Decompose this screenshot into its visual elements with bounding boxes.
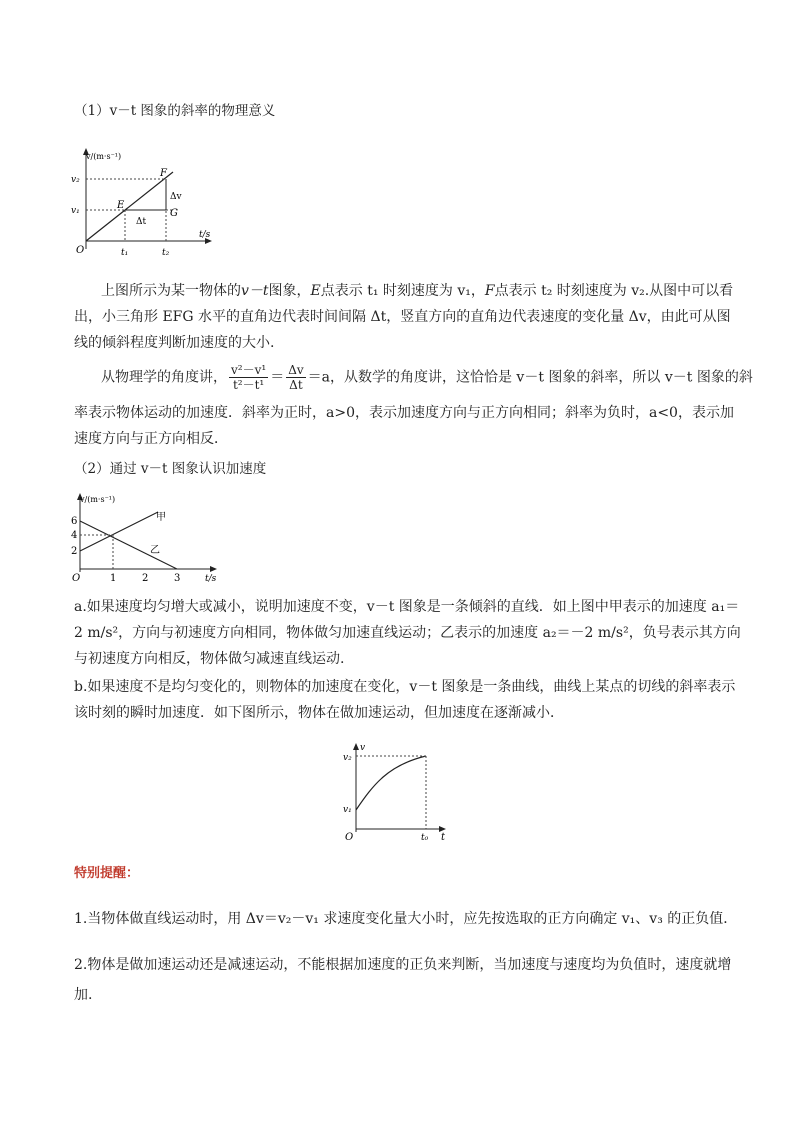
- p1-text-e: 点表示 t₁ 时刻速度为 v₁，: [320, 283, 485, 299]
- fraction-delta: [286, 363, 305, 392]
- t0-label: t₀: [421, 833, 429, 843]
- point-f-label: F: [160, 168, 167, 179]
- p1-e: E: [310, 283, 321, 299]
- dt-label: Δt: [136, 217, 147, 227]
- point-a-line1: a.如果速度均匀增大或减小，说明加速度不变，v－t 图象是一条倾斜的直线．如上图中甲表示的加速度 a₁＝: [74, 599, 740, 615]
- origin-label: O: [345, 832, 354, 843]
- frac2-num: Δv: [288, 363, 304, 377]
- paragraph2-line2: 率表示物体运动的加速度．斜率为正时，a>0，表示加速度方向与正方向相同；斜率为负时，a<0，表示加: [74, 405, 734, 421]
- p1-text-c: 图象，: [268, 283, 311, 299]
- yi-label: 乙: [150, 545, 160, 556]
- v1-label: v₁: [343, 805, 352, 815]
- frac-eq: ＝: [270, 369, 285, 386]
- jia-line: [80, 512, 158, 551]
- origin-label: O: [72, 573, 81, 584]
- y-tick-6: 6: [71, 516, 78, 527]
- point-b-line2: 该时刻的瞬时加速度．如下图所示，物体在做加速运动，但加速度在逐渐减小．: [74, 705, 564, 721]
- yi-line: [80, 521, 177, 569]
- y-axis-label: v: [360, 743, 366, 753]
- point-e-label: E: [117, 200, 125, 211]
- reminder-item2-line2: 加.: [74, 987, 93, 1003]
- jia-label: 甲: [156, 512, 166, 523]
- paragraph2-line1: [101, 363, 753, 392]
- x-axis-label: t/s: [205, 574, 217, 584]
- t1-label: t₁: [121, 248, 129, 258]
- p1-text-a: 上图所示为某一物体的: [101, 283, 241, 299]
- y-tick-2: 2: [71, 546, 78, 557]
- reminder-item2-line1: 2.物体是做加速运动还是减速运动，不能根据加速度的正负来判断，当加速度与速度均为负值时，速度就增: [74, 957, 732, 973]
- origin-label: O: [76, 245, 85, 256]
- y-axis-label: v/(m·s⁻¹): [80, 495, 116, 504]
- y-axis-arrow: [353, 743, 359, 750]
- p2-text-b: ＝a，从数学的角度讲，这恰恰是 v－t 图象的斜率，所以 v－t 图象的斜: [307, 369, 753, 386]
- v2-label: v₂: [71, 175, 80, 185]
- reminder-item1: 1.当物体做直线运动时，用 Δv＝v₂－v₁ 求速度变化量大小时，应先按选取的正方向确定 v₁、v₃ 的正负值．: [74, 911, 738, 927]
- paragraph1-line1: [101, 281, 733, 301]
- dv-label: Δv: [170, 192, 182, 202]
- point-b-line1: b.如果速度不是均匀变化的，则物体的加速度在变化，v－t 图象是一条曲线，曲线上某点的切线的斜率表示: [74, 679, 736, 695]
- x-axis-arrow: [210, 566, 217, 572]
- p1-text-g: 点表示 t₂ 时刻速度为 v₂.从图中可以看: [494, 283, 734, 299]
- vt-curve: [356, 756, 426, 810]
- reminder-title: 特别提醒：: [74, 866, 140, 881]
- x-tick-1: 1: [110, 573, 117, 584]
- p1-f: F: [484, 283, 495, 299]
- paragraph1-line3: 线的倾斜程度判断加速度的大小.: [74, 335, 275, 351]
- x-axis-label: t: [441, 832, 446, 843]
- vt-slope-graph: [68, 145, 218, 260]
- jia-yi-graph: [68, 490, 228, 585]
- point-a-line2: 2 m/s²，方向与初速度方向相同，物体做匀加速直线运动；乙表示的加速度 a₂＝－2 m/s²，负号表示其方向: [74, 625, 741, 641]
- paragraph2-line3: 速度方向与正方向相反．: [74, 431, 228, 447]
- frac1-num: v²－v¹: [231, 363, 267, 377]
- y-tick-4: 4: [71, 530, 78, 541]
- p1-vt: v－t: [241, 283, 269, 299]
- fraction-velocity-time: [229, 363, 268, 392]
- section1-title: （1）v－t 图象的斜率的物理意义: [74, 103, 276, 119]
- v2-label: v₂: [343, 753, 352, 763]
- x-tick-3: 3: [174, 573, 181, 584]
- frac2-den: Δt: [289, 378, 303, 392]
- point-a-line3: 与初速度方向相反，物体做匀减速直线运动.: [74, 651, 345, 667]
- t2-label: t₂: [162, 248, 170, 258]
- p2-text-a: 从物理学的角度讲，: [101, 369, 227, 386]
- x-axis-label: t/s: [199, 230, 211, 240]
- y-axis-label: v/(m·s⁻¹): [86, 152, 122, 161]
- vt-line: [86, 172, 173, 241]
- frac1-den: t²－t¹: [232, 378, 265, 392]
- paragraph1-line2: 出，小三角形 EFG 水平的直角边代表时间间隔 Δt，竖直方向的直角边代表速度的变化量 Δv，由此可从图: [74, 309, 731, 325]
- section2-title: （2）通过 v－t 图象认识加速度: [74, 461, 267, 477]
- v1-label: v₁: [71, 206, 80, 216]
- point-g-label: G: [170, 208, 178, 219]
- curve-vt-graph: [338, 740, 458, 845]
- x-tick-2: 2: [142, 573, 149, 584]
